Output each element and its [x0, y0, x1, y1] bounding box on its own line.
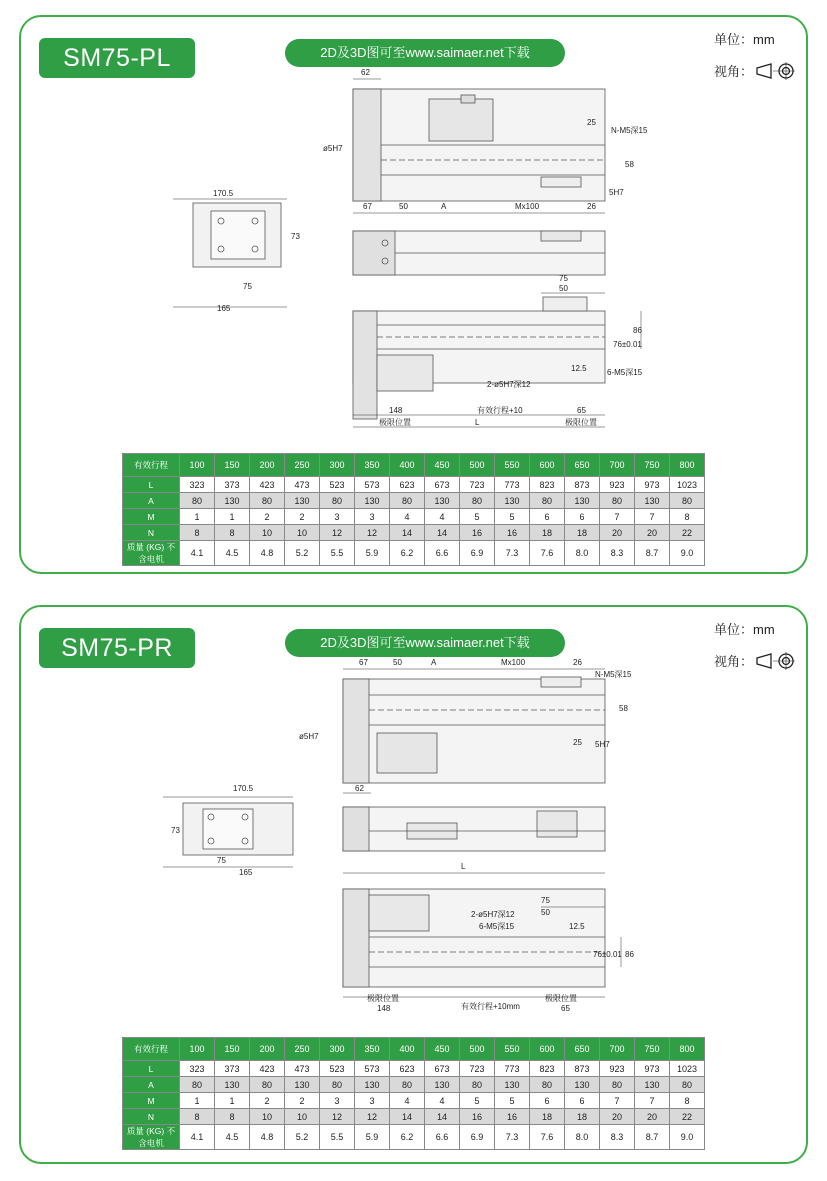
table-row: A 80 130 80 130 80 130 80 130 80 130 80 130 80 130 80 — [123, 1077, 705, 1093]
stroke-100: 100 — [180, 1038, 215, 1061]
stroke-600: 600 — [530, 454, 565, 477]
stroke-150: 150 — [215, 454, 250, 477]
dim-76: 76±0.01 — [613, 340, 642, 349]
stroke-200: 200 — [250, 1038, 285, 1061]
row-label: N — [123, 525, 180, 541]
row-label: L — [123, 477, 180, 493]
sm75-pr-panel — [19, 605, 808, 1164]
dim-limit-left: 极限位置 — [379, 418, 411, 427]
stroke-700: 700 — [600, 1038, 635, 1061]
row-label: N — [123, 1109, 180, 1125]
dim-6-m5: 6-M5深15 — [607, 368, 643, 377]
row-label: L — [123, 1061, 180, 1077]
stroke-500: 500 — [460, 454, 495, 477]
stroke-100: 100 — [180, 454, 215, 477]
dim-25: 25 — [573, 738, 582, 747]
stroke-800: 800 — [670, 1038, 705, 1061]
stroke-400: 400 — [390, 454, 425, 477]
download-banner[interactable]: 2D及3D图可至www.saimaer.net下载 — [285, 39, 565, 67]
dim-mx100: Mx100 — [515, 202, 540, 211]
dim-62: 62 — [361, 68, 370, 77]
row-label: 质量 (KG) 不含电机 — [123, 1125, 180, 1150]
header-label: 有效行程 — [123, 454, 180, 477]
technical-drawing — [21, 17, 806, 457]
dim-5h7: 5H7 — [609, 188, 624, 197]
stroke-550: 550 — [495, 1038, 530, 1061]
view-label: 视角： — [714, 654, 754, 669]
dim-67: 67 — [363, 202, 372, 211]
unit-label: 单位：mm — [714, 622, 775, 637]
stroke-750: 750 — [635, 1038, 670, 1061]
model-title: SM75-PR — [39, 628, 195, 668]
stroke-450: 450 — [425, 1038, 460, 1061]
row-label: 质量 (KG) 不含电机 — [123, 541, 180, 566]
dim-stroke: 有效行程+10mm — [461, 1002, 520, 1011]
dim-75-bottom: 75 — [559, 274, 568, 283]
dim-86: 86 — [633, 326, 642, 335]
dim-2-phi: 2-ø5H7深12 — [471, 910, 515, 919]
stroke-350: 350 — [355, 1038, 390, 1061]
dim-148: 148 — [377, 1004, 391, 1013]
stroke-650: 650 — [565, 454, 600, 477]
dim-73: 73 — [171, 826, 180, 835]
dim-26: 26 — [587, 202, 596, 211]
dim-phi5h7: ø5H7 — [299, 732, 319, 741]
dim-50: 50 — [393, 658, 402, 667]
stroke-300: 300 — [320, 1038, 355, 1061]
spec-table — [122, 1037, 705, 1150]
row-label: M — [123, 509, 180, 525]
stroke-250: 250 — [285, 454, 320, 477]
dim-limit-left: 极限位置 — [367, 994, 399, 1003]
table-row: N 8 8 10 10 12 12 14 14 16 16 18 18 20 20 22 — [123, 1109, 705, 1125]
dim-12-5: 12.5 — [571, 364, 587, 373]
dim-n-m5: N-M5深15 — [595, 670, 632, 679]
dim-50: 50 — [399, 202, 408, 211]
stroke-650: 650 — [565, 1038, 600, 1061]
dim-75: 75 — [243, 282, 252, 291]
stroke-250: 250 — [285, 1038, 320, 1061]
stroke-550: 550 — [495, 454, 530, 477]
view-label: 视角： — [714, 64, 754, 79]
stroke-200: 200 — [250, 454, 285, 477]
sm75-pl-panel — [19, 15, 808, 574]
dim-67: 67 — [359, 658, 368, 667]
dim-165: 165 — [217, 304, 231, 313]
dim-a: A — [431, 658, 437, 667]
table-header-row — [123, 1038, 705, 1061]
dim-limit-right: 极限位置 — [545, 994, 577, 1003]
table-row: L 323 373 423 473 523 573 623 673 723 773 823 873 923 973 1023 — [123, 477, 705, 493]
dim-65: 65 — [577, 406, 586, 415]
dim-86: 86 — [625, 950, 634, 959]
row-label: M — [123, 1093, 180, 1109]
dim-73: 73 — [291, 232, 300, 241]
stroke-500: 500 — [460, 1038, 495, 1061]
stroke-400: 400 — [390, 1038, 425, 1061]
stroke-750: 750 — [635, 454, 670, 477]
dim-58: 58 — [625, 160, 634, 169]
dim-76: 76±0.01 — [593, 950, 622, 959]
stroke-700: 700 — [600, 454, 635, 477]
dim-stroke: 有效行程+10 — [477, 406, 523, 415]
dim-50-bottom: 50 — [559, 284, 568, 293]
dim-limit-right: 极限位置 — [565, 418, 597, 427]
dim-148: 148 — [389, 406, 403, 415]
unit-label: 单位：mm — [714, 32, 775, 47]
dim-l: L — [461, 862, 466, 871]
stroke-450: 450 — [425, 454, 460, 477]
table-row: 质量 (KG) 不含电机 4.1 4.5 4.8 5.2 5.5 5.9 6.2 6.6 6.9 7.3 7.6 8.0 8.3 8.7 9.0 — [123, 541, 705, 566]
technical-drawing — [21, 607, 806, 1047]
dim-58: 58 — [619, 704, 628, 713]
dim-5h7: 5H7 — [595, 740, 610, 749]
dim-75: 75 — [217, 856, 226, 865]
dim-25: 25 — [587, 118, 596, 127]
dim-6-m5: 6-M5深15 — [479, 922, 515, 931]
table-row: M 1 1 2 2 3 3 4 4 5 5 6 6 7 7 8 — [123, 509, 705, 525]
model-title: SM75-PL — [39, 38, 195, 78]
dim-phi5h7: ø5H7 — [323, 144, 343, 153]
table-row: 质量 (KG) 不含电机 4.1 4.5 4.8 5.2 5.5 5.9 6.2 6.6 6.9 7.3 7.6 8.0 8.3 8.7 9.0 — [123, 1125, 705, 1150]
stroke-150: 150 — [215, 1038, 250, 1061]
dim-62: 62 — [355, 784, 364, 793]
dim-mx100: Mx100 — [501, 658, 526, 667]
dim-165: 165 — [239, 868, 253, 877]
row-label: A — [123, 493, 180, 509]
stroke-350: 350 — [355, 454, 390, 477]
dim-75-bottom: 75 — [541, 896, 550, 905]
table-row: A 80 130 80 130 80 130 80 130 80 130 80 130 80 130 80 — [123, 493, 705, 509]
dim-170-5: 170.5 — [213, 189, 234, 198]
dim-65: 65 — [561, 1004, 570, 1013]
dim-2-phi: 2-ø5H7深12 — [487, 380, 531, 389]
download-banner[interactable]: 2D及3D图可至www.saimaer.net下载 — [285, 629, 565, 657]
stroke-300: 300 — [320, 454, 355, 477]
dim-50-bottom: 50 — [541, 908, 550, 917]
dim-26: 26 — [573, 658, 582, 667]
table-row: L 323 373 423 473 523 573 623 673 723 773 823 873 923 973 1023 — [123, 1061, 705, 1077]
table-row: N 8 8 10 10 12 12 14 14 16 16 18 18 20 20 22 — [123, 525, 705, 541]
stroke-600: 600 — [530, 1038, 565, 1061]
spec-table — [122, 453, 705, 566]
dim-170-5: 170.5 — [233, 784, 254, 793]
dim-12-5: 12.5 — [569, 922, 585, 931]
dim-n-m5: N-M5深15 — [611, 126, 648, 135]
stroke-800: 800 — [670, 454, 705, 477]
table-row: M 1 1 2 2 3 3 4 4 5 5 6 6 7 7 8 — [123, 1093, 705, 1109]
header-label: 有效行程 — [123, 1038, 180, 1061]
dim-l: L — [475, 418, 480, 427]
dim-a: A — [441, 202, 447, 211]
table-header-row — [123, 454, 705, 477]
row-label: A — [123, 1077, 180, 1093]
